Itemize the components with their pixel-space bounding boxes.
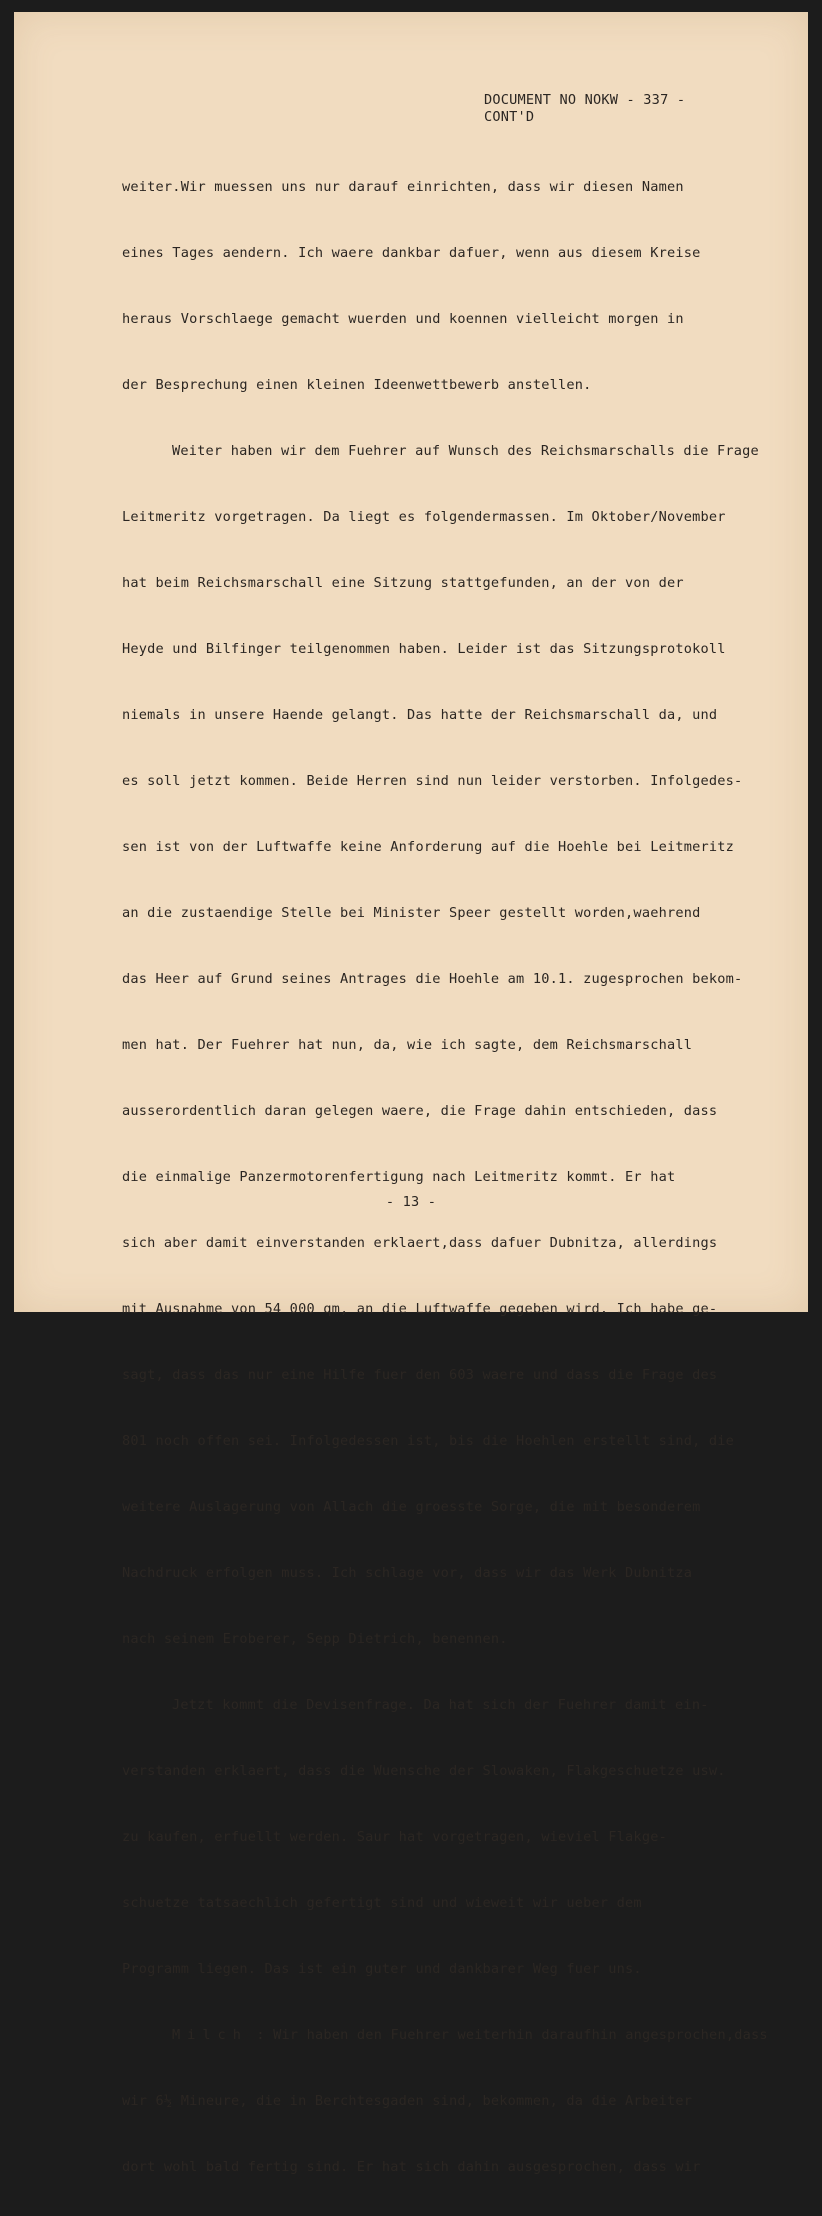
continuation-mark: CONT'D — [484, 109, 535, 125]
text-line: Programm liegen. Das ist ein guter und dankbarer Weg fuer uns. — [122, 1961, 642, 1977]
speaker-line — [122, 2018, 782, 2052]
text-line: sen ist von der Luftwaffe keine Anforderung auf die Hoehle bei Leitmeritz — [122, 839, 735, 855]
text-line: Heyde und Bilfinger teilgenommen haben. Leider ist das Sitzungsprotokoll — [122, 641, 726, 657]
text-line: der Besprechung einen kleinen Ideenwettbewerb anstellen. — [122, 377, 592, 393]
text-line: mit Ausnahme von 54 000 qm, an die Luftwaffe gegeben wird. Ich habe ge- — [122, 1301, 718, 1317]
text-line: men hat. Der Fuehrer hat nun, da, wie ich sagte, dem Reichsmarschall — [122, 1037, 693, 1053]
text-line: hat beim Reichsmarschall eine Sitzung stattgefunden, an der von der — [122, 575, 684, 591]
text-line: Nachdruck erfolgen muss. Ich schlage vor, dass wir das Werk Dubnitza — [122, 1565, 693, 1581]
document-id: DOCUMENT NO NOKW - 337 - — [484, 92, 686, 108]
document-body — [122, 138, 782, 2216]
text-line: niemals in unsere Haende gelangt. Das hatte der Reichsmarschall da, und — [122, 707, 718, 723]
text-line: verstanden erklaert, dass die Wuensche der Slowaken, Flakgeschuetze usw. — [122, 1763, 726, 1779]
text-line: 801 noch offen sei. Infolgedessen ist, bis die Hoehlen erstellt sind, die — [122, 1433, 735, 1449]
text-line: dort wohl bald fertig sind. Er hat sich dahin ausgesprochen, dass wir — [122, 2159, 701, 2175]
speaker-text: : Wir haben den Fuehrer weiterhin daraufhin angesprochen,dass — [256, 2027, 768, 2043]
text-line: an die zustaendige Stelle bei Minister Speer gestellt worden,waehrend — [122, 905, 701, 921]
text-line: Jetzt kommt die Devisenfrage. Da hat sich der Fuehrer damit ein- — [172, 1697, 709, 1713]
text-line: zu kaufen, erfuellt werden. Saur hat vorgetragen, wieviel Flakge- — [122, 1829, 667, 1845]
text-line: weitere Auslagerung von Allach die groesste Sorge, die mit besonderem — [122, 1499, 701, 1515]
text-line: heraus Vorschlaege gemacht wuerden und koennen vielleicht morgen in — [122, 311, 684, 327]
speaker-name: Milch — [172, 2027, 248, 2043]
text-line: ausserordentlich daran gelegen waere, die Frage dahin entschieden, dass — [122, 1103, 718, 1119]
text-line: die einmalige Panzermotorenfertigung nach Leitmeritz kommt. Er hat — [122, 1169, 676, 1185]
text-line: nach seinem Eroberer, Sepp Dietrich, benennen. — [122, 1631, 508, 1647]
text-line: das Heer auf Grund seines Antrages die Hoehle am 10.1. zugesprochen bekom- — [122, 971, 743, 987]
page-number: - 13 - — [385, 1194, 437, 1210]
text-line: wir 6½ Mineure, die in Berchtesgaden sind, bekommen, da die Arbeiter — [122, 2093, 693, 2109]
document-page — [14, 12, 808, 2175]
text-line: Weiter haben wir dem Fuehrer auf Wunsch des Reichsmarschalls die Frage — [172, 443, 759, 459]
text-line: schuetze tatsaechlich gefertigt sind und wieweit wir ueber dem — [122, 1895, 642, 1911]
text-line: sich aber damit einverstanden erklaert,dass dafuer Dubnitza, allerdings — [122, 1235, 718, 1251]
text-line: es soll jetzt kommen. Beide Herren sind nun leider verstorben. Infolgedes- — [122, 773, 743, 789]
text-line: sagt, dass das nur eine Hilfe fuer den 603 waere und dass die Frage des — [122, 1367, 718, 1383]
text-line: eines Tages aendern. Ich waere dankbar dafuer, wenn aus diesem Kreise — [122, 245, 701, 261]
text-line: weiter.Wir muessen uns nur darauf einrichten, dass wir diesen Namen — [122, 179, 684, 195]
document-header — [484, 92, 685, 126]
text-line: Leitmeritz vorgetragen. Da liegt es folgendermassen. Im Oktober/November — [122, 509, 726, 525]
